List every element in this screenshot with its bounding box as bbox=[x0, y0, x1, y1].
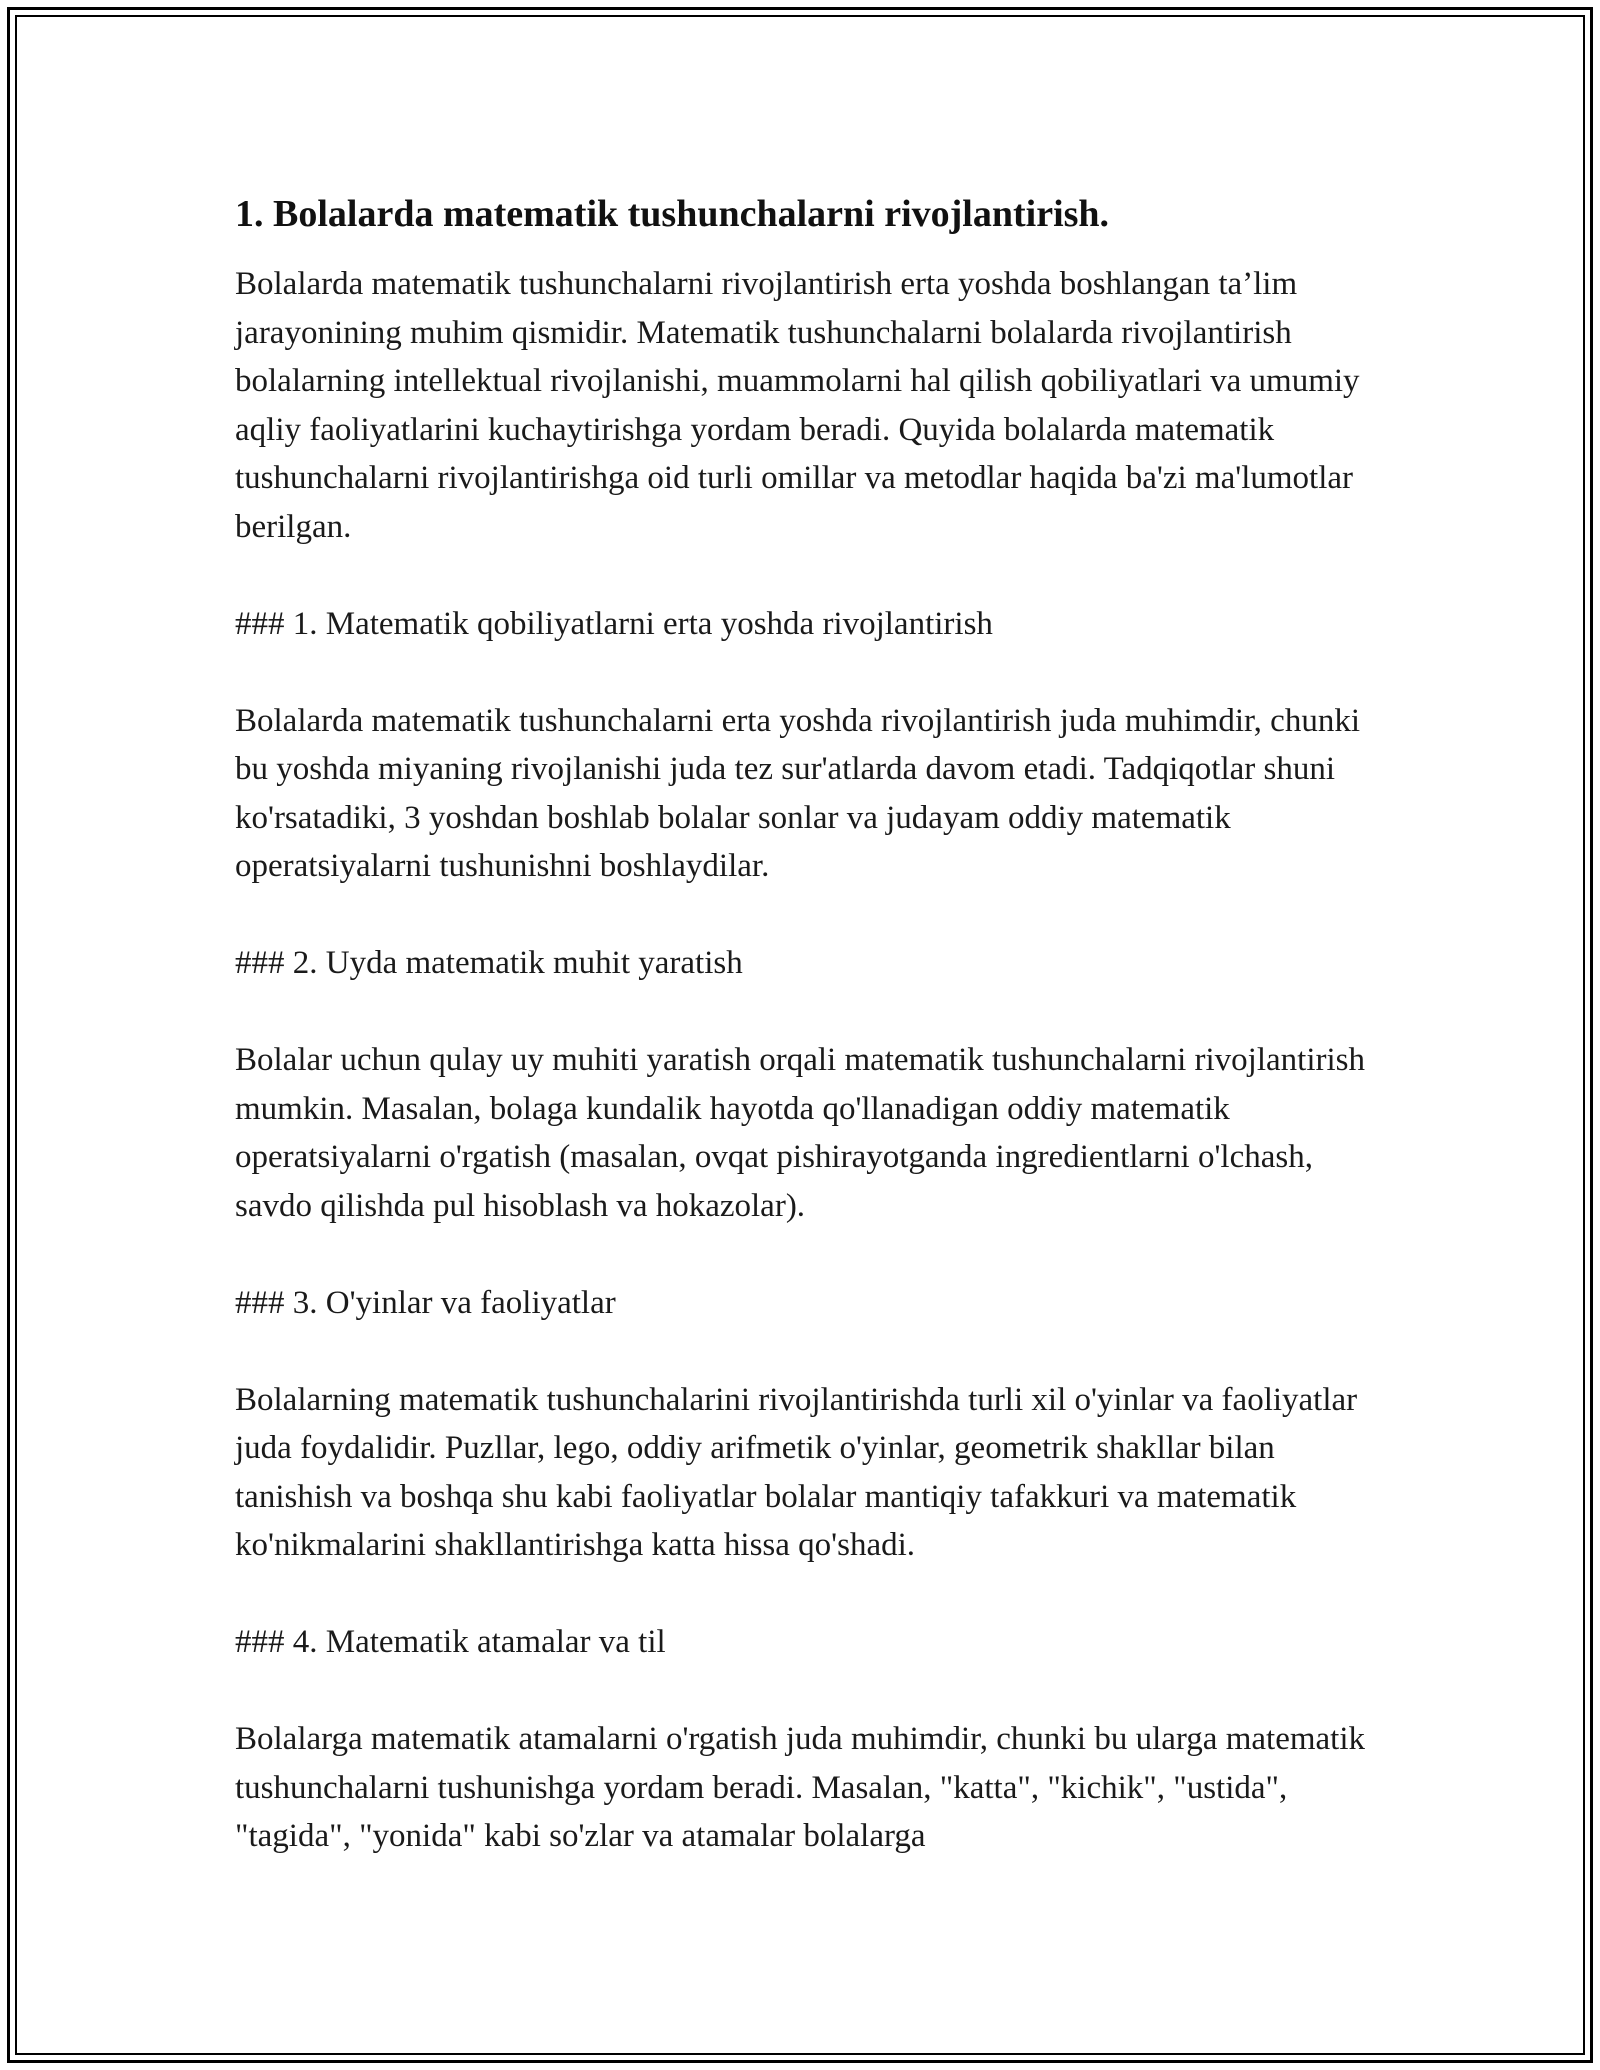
spacer bbox=[235, 891, 1395, 940]
section-paragraph-1: Bolalarda matematik tushunchalarni erta yoshda rivojlantirish juda muhimdir, chunki bu yoshda miyaning rivojlanishi juda tez sur'atlarda davom etadi. Tadqiqotlar shuni ko'rsatadiki, 3 yoshdan boshlab bolalar sonlar va judayam oddiy matematik operatsiyalarni tushunishni boshlaydilar. bbox=[235, 702, 1360, 884]
document-body bbox=[235, 190, 1395, 1861]
section-heading-3: ### 3. O'yinlar va faoliyatlar bbox=[235, 1284, 616, 1321]
section-heading-2: ### 2. Uyda matematik muhit yaratish bbox=[235, 945, 743, 981]
spacer bbox=[235, 1667, 1395, 1716]
spacer bbox=[235, 1230, 1395, 1279]
section-paragraph-3: Bolalarning matematik tushunchalarini rivojlantirishda turli xil o'yinlar va faoliyatlar juda foydalidir. Puzllar, lego, oddiy arifmetik o'yinlar, geometrik shakllar bilan tanishish va boshqa shu kabi faoliyatlar bolalar mantiqiy tafakkuri va matematik ko'nikmalarini shakllantirishga katta hissa qo'shadi. bbox=[235, 1381, 1358, 1563]
intro-paragraph: Bolalarda matematik tushunchalarni rivojlantirish erta yoshda boshlangan ta’lim jarayonining muhim qismidir. Matematik tushunchalarni bolalarda rivojlantirish bolalarning intellektual rivojlanishi, muammolarni hal qilish qobiliyatlari va umumiy aqliy faoliyatlarini kuchaytirishga yordam beradi. Quyida bolalarda matematik tushunchalarni rivojlantirishga oid turli omillar va metodlar haqida ba'zi ma'lumotlar berilgan. bbox=[235, 266, 1360, 545]
spacer bbox=[235, 551, 1395, 600]
spacer bbox=[235, 648, 1395, 697]
section-paragraph-4: Bolalarga matematik atamalarni o'rgatish juda muhimdir, chunki bu ularga matematik tushunchalarni tushunishga yordam beradi. Masalan, "katta", "kichik", "ustida", "tagida", "yonida" kabi so'zlar va atamalar bolalarga bbox=[235, 1721, 1365, 1854]
spacer bbox=[235, 1327, 1395, 1376]
document-title: 1. Bolalarda matematik tushunchalarni rivojlantirish. bbox=[235, 193, 1110, 235]
section-heading-4: ### 4. Matematik atamalar va til bbox=[235, 1624, 666, 1660]
section-heading-1: ### 1. Matematik qobiliyatlarni erta yoshda rivojlantirish bbox=[235, 605, 993, 642]
spacer bbox=[235, 1570, 1395, 1619]
spacer bbox=[235, 988, 1395, 1037]
section-paragraph-2: Bolalar uchun qulay uy muhiti yaratish orqali matematik tushunchalarni rivojlantirish mumkin. Masalan, bolaga kundalik hayotda qo'llanadigan oddiy matematik operatsiyalarni o'rgatish (masalan, ovqat pishirayotganda ingredientlarni o'lchash, savdo qilishda pul hisoblash va hokazolar). bbox=[235, 1042, 1365, 1224]
